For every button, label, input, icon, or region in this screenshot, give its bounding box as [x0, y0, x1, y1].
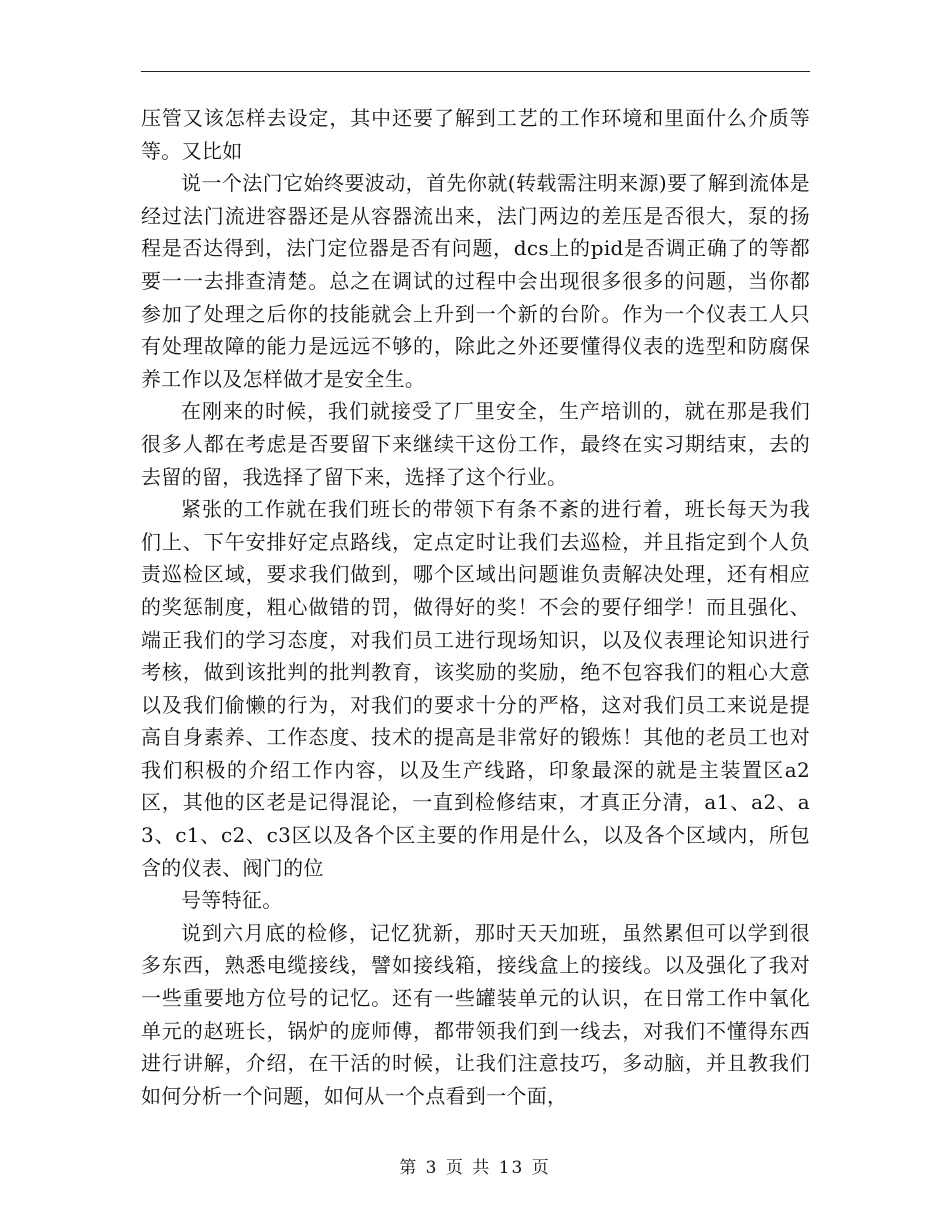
paragraph-5: 号等特征。	[181, 888, 283, 913]
paragraph-1: 压管又该怎样去设定，其中还要了解到工艺的工作环境和里面什么介质等等。又比如	[141, 106, 810, 163]
paragraph-6: 说到六月底的检修，记忆犹新，那时天天加班，虽然累但可以学到很多东西，熟悉电缆接线，譬如接线箱，接线盒上的接线。以及强化了我对一些重要地方位号的记忆。还有一些罐装单元的认识，在日常工作中氧化单元的赵班长，锅炉的庞师傅，都带领我们到一线去，对我们不懂得东西进行讲解，介绍，在干活的时候，让我们注意技巧，多动脑，并且教我们如何分析一个问题，如何从一个点看到一个面，	[141, 920, 810, 1108]
paragraph-2: 说一个法门它始终要波动，首先你就(转载需注明来源)要了解到流体是经过法门流进容器还是从容器流出来，法门两边的差压是否很大，泵的扬程是否达得到，法门定位器是否有问题，dcs上的pid是否调正确了的等都要一一去排查清楚。总之在调试的过程中会出现很多很多的问题，当你都参加了处理之后你的技能就会上升到一个新的台阶。作为一个仪表工人只有处理故障的能力是远远不够的，除此之外还要懂得仪表的选型和防腐保养工作以及怎样做才是安全生。	[141, 171, 810, 391]
document-body	[141, 102, 810, 1112]
page-number: 第 3 页 共 13 页	[399, 1158, 551, 1178]
paragraph-4: 紧张的工作就在我们班长的带领下有条不紊的进行着，班长每天为我们上、下午安排好定点路线，定点定时让我们去巡检，并且指定到个人负责巡检区域，要求我们做到，哪个区域出问题谁负责解决处理，还有相应的奖惩制度，粗心做错的罚，做得好的奖！不会的要仔细学！而且强化、端正我们的学习态度，对我们员工进行现场知识，以及仪表理论知识进行考核，做到该批判的批判教育，该奖励的奖励，绝不包容我们的粗心大意以及我们偷懒的行为，对我们的要求十分的严格，这对我们员工来说是提高自身素养、工作态度、技术的提高是非常好的锻炼！其他的老员工也对我们积极的介绍工作内容，以及生产线路，印象最深的就是主装置区a2区，其他的区老是记得混论，一直到检修结束，才真正分清，a1、a2、a3、c1、c2、c3区以及各个区主要的作用是什么，以及各个区域内，所包含的仪表、阀门的位	[141, 497, 810, 880]
paragraph-3: 在刚来的时候，我们就接受了厂里安全，生产培训的，就在那是我们很多人都在考虑是否要留下来继续干这份工作，最终在实习期结束，去的去留的留，我选择了留下来，选择了这个行业。	[141, 399, 810, 489]
header-rule	[141, 71, 810, 72]
